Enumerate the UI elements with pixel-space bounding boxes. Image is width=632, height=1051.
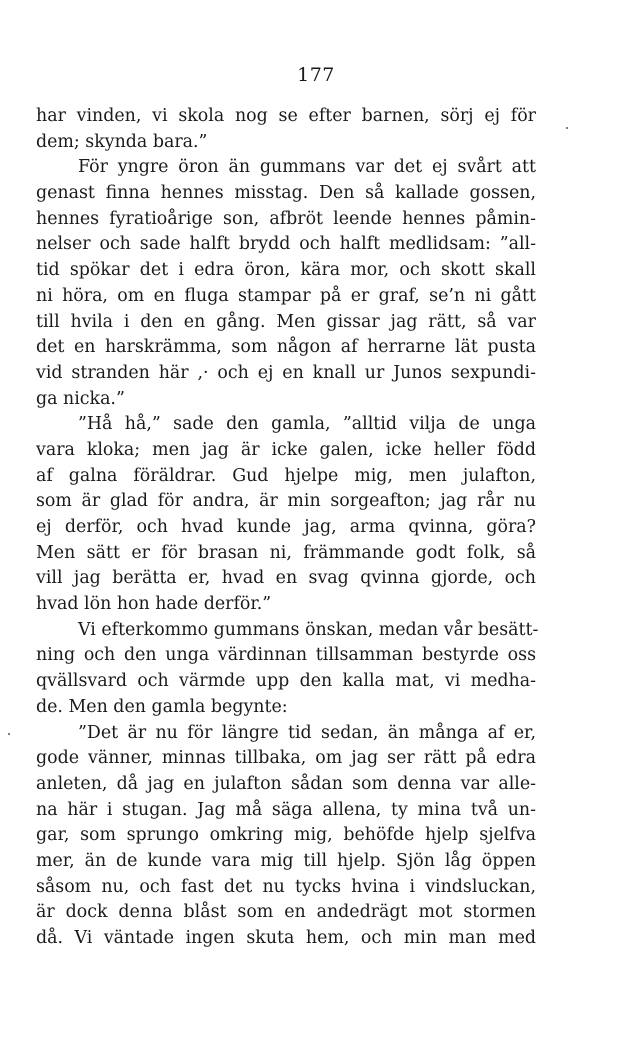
text-line: de. Men den gamla begynte: (36, 696, 288, 717)
text-line: vid stranden här ,· och ej en knall ur Junos sexpundi- (36, 362, 536, 383)
text-line: till hvila i den en gång. Men gissar jag rätt, så var (36, 311, 536, 332)
text-line: genast finna hennes misstag. Den så kallade gossen, (36, 183, 536, 204)
text-line: ga nicka.” (36, 388, 125, 409)
text-line: Men sätt er för brasan ni, främmande godt folk, så (36, 542, 536, 563)
text-line: tid spökar det i edra öron, kära mor, och skott skall (36, 260, 536, 281)
text-line: mer, än de kunde vara mig till hjelp. Sjön låg öppen (36, 850, 536, 871)
text-line: gode vänner, minnas tillbaka, om jag ser rätt på edra (36, 748, 536, 769)
print-speck (8, 733, 10, 735)
text-line: Vi efterkommo gummans önskan, medan vår besätt- (78, 619, 539, 640)
text-line: af galna föräldrar. Gud hjelpe mig, men julafton, (36, 465, 536, 486)
text-line: ”Hå hå,” sade den gamla, ”alltid vilja de unga (78, 414, 536, 435)
text-line: anleten, då jag en julafton sådan som denna var alle- (36, 773, 536, 794)
text-line: som är glad för andra, är min sorgeafton; jag rår nu (36, 491, 536, 512)
text-line: hvad lön hon hade derför.” (36, 594, 272, 615)
text-line: gar, som sprungo omkring mig, behöfde hjelp sjelfva (36, 825, 536, 846)
text-line: det en harskrämma, som någon af herrarne lät pusta (36, 337, 536, 358)
text-line: har vinden, vi skola nog se efter barnen, sörj ej för (36, 106, 536, 126)
text-line: dem; skynda bara.” (36, 131, 208, 152)
text-line: ”Det är nu för längre tid sedan, än många af er, (78, 722, 536, 743)
page-number: 177 (297, 64, 335, 86)
text-line: ning och den unga värdinnan tillsamman bestyrde oss (36, 645, 536, 666)
body-text (36, 104, 539, 952)
text-line: vara kloka; men jag är icke galen, icke heller född (36, 439, 536, 460)
text-line: är dock denna blåst som en andedrägt mot stormen (36, 902, 536, 923)
text-line: ni höra, om en fluga stampar på er graf, se’n ni gått (36, 285, 536, 306)
text-line: För yngre öron än gummans var det ej svårt att (78, 157, 536, 178)
text-line: såsom nu, och fast det nu tycks hvina i vindsluckan, (36, 876, 536, 897)
text-line: hennes fyratioårige son, afbröt leende hennes påmin- (36, 208, 536, 229)
text-line: ej derför, och hvad kunde jag, arma qvinna, göra? (36, 517, 536, 537)
text-line: nelser och sade halft brydd och halft medlidsam: ”all- (36, 234, 536, 255)
text-line: qvällsvard och värmde upp den kalla mat, vi medha- (36, 671, 536, 692)
text-line: då. Vi väntade ingen skuta hem, och min man med (36, 928, 536, 948)
text-line: na här i stugan. Jag må säga allena, ty mina två un- (36, 799, 536, 820)
text-line: vill jag berätta er, hvad en svag qvinna gjorde, och (36, 568, 536, 589)
print-speck (566, 127, 568, 129)
